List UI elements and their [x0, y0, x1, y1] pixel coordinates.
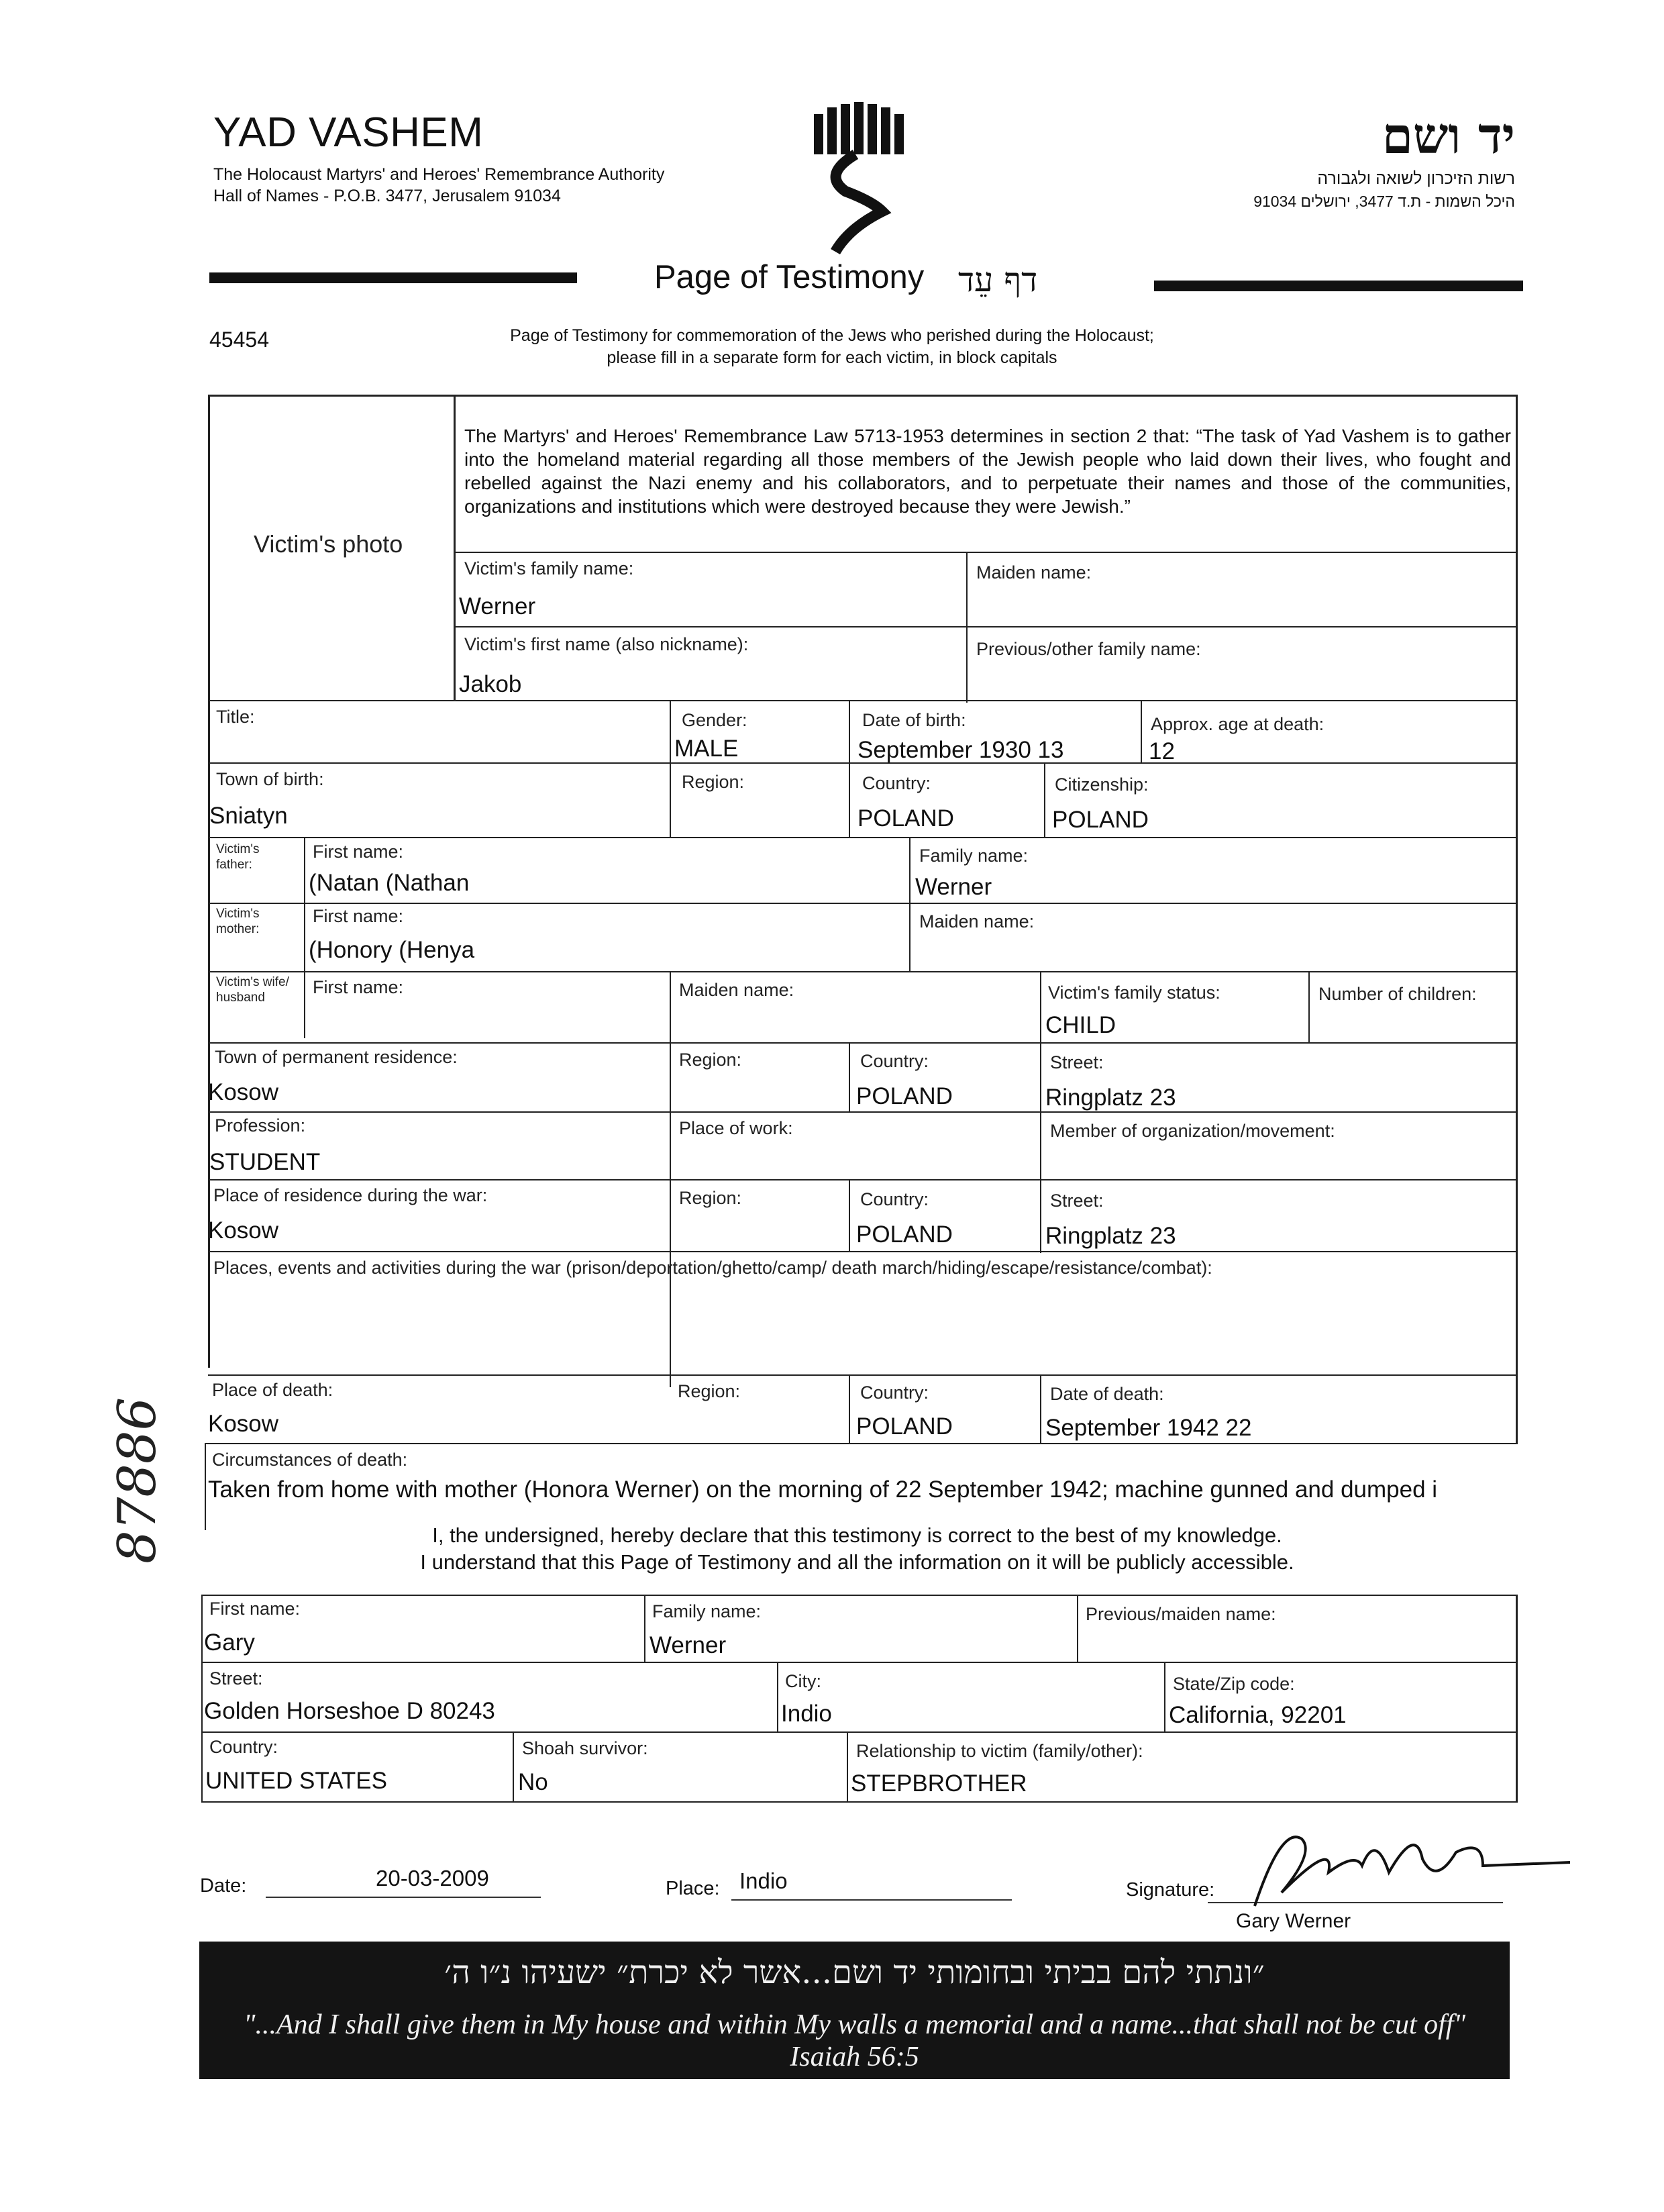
date-label: Date: [200, 1875, 247, 1897]
sub-state-value: California, 92201 [1169, 1702, 1347, 1728]
war-region-label: Region: [679, 1188, 742, 1208]
father-family-value: Werner [915, 874, 992, 900]
birth-country-value: POLAND [857, 805, 954, 832]
death-country-label: Country: [860, 1382, 929, 1403]
family-status-label: Victim's family status: [1048, 983, 1220, 1003]
relation-value: STEPBROTHER [851, 1770, 1027, 1797]
title-label: Title: [216, 707, 255, 727]
maiden-name-label: Maiden name: [976, 562, 1092, 583]
place-value: Indio [739, 1868, 788, 1893]
place-death-label: Place of death: [212, 1380, 333, 1400]
intro-line-1: Page of Testimony for commemoration of the Jews who perished during the Holocaust; [510, 326, 1154, 345]
gender-value: MALE [674, 736, 739, 762]
perm-street-value: Ringplatz 23 [1045, 1085, 1176, 1111]
org-address: Hall of Names - P.O.B. 3477, Jerusalem 91034 [213, 187, 561, 205]
gender-label: Gender: [682, 710, 747, 730]
sub-city-label: City: [785, 1671, 821, 1691]
page-title: Page of Testimony [654, 259, 925, 295]
intro-line-2: please fill in a separate form for each victim, in block capitals [607, 348, 1057, 367]
signature-icon [1201, 1812, 1577, 1919]
war-town-value: Kosow [208, 1217, 279, 1244]
spouse-tag: Victim's wife/ husband [216, 975, 289, 1005]
declaration [201, 1522, 1513, 1576]
sub-prev-label: Previous/maiden name: [1086, 1604, 1276, 1624]
father-first-value: (Natan (Nathan [309, 870, 470, 896]
citizenship-value: POLAND [1052, 807, 1149, 833]
places-label: Places, events and activities during the war (prison/deportation/ghetto/camp/ death march/hiding/escape/resistance/combat): [213, 1258, 1212, 1278]
first-name-label: Victim's first name (also nickname): [464, 634, 749, 654]
death-region-label: Region: [678, 1381, 741, 1401]
profession-label: Profession: [215, 1115, 306, 1136]
father-tag: Victim's father: [216, 842, 260, 872]
spouse-maiden-label: Maiden name: [679, 980, 794, 1000]
mother-tag: Victim's mother: [216, 907, 260, 936]
heb-address: היכל השמות - ת.ד 3477, ירושלים 91034 [1253, 193, 1515, 210]
father-first-label: First name: [313, 842, 404, 862]
sub-country-value: UNITED STATES [205, 1768, 387, 1794]
birth-region-label: Region: [682, 772, 745, 792]
survivor-value: No [518, 1769, 548, 1795]
perm-res-label: Town of permanent residence: [215, 1047, 458, 1067]
victim-photo-label: Victim's photo [254, 530, 403, 558]
perm-town-value: Kosow [208, 1079, 279, 1105]
banner-hebrew: ״ונתתי להם בביתי ובחומותי יד ושם...אשר לא יכרת״ ישעיהו נ״ו ה׳ [444, 1954, 1265, 1991]
mother-maiden-label: Maiden name: [919, 911, 1035, 932]
death-country-value: POLAND [856, 1413, 953, 1440]
survivor-label: Shoah survivor: [522, 1738, 648, 1758]
banner-english: "...And I shall give them in My house and within My walls a memorial and a name...that shall not be cut off" Isaiah 56:5 [243, 2009, 1466, 2072]
title-rule-left [209, 272, 577, 283]
sub-street-value: Golden Horseshoe D 80243 [204, 1698, 495, 1724]
declaration-line-1: I, the undersigned, hereby declare that this testimony is correct to the best of my knowledge. [432, 1523, 1282, 1547]
work-label: Place of work: [679, 1118, 793, 1138]
signature-name: Gary Werner [1236, 1910, 1351, 1932]
form-number: 45454 [209, 328, 269, 352]
date-value: 20-03-2009 [376, 1866, 489, 1891]
first-name-value: Jakob [459, 671, 522, 697]
father-family-label: Family name: [919, 846, 1029, 866]
mother-first-label: First name: [313, 906, 404, 926]
age-value: 12 [1149, 738, 1175, 764]
spouse-first-label: First name: [313, 977, 404, 997]
town-birth-value: Sniatyn [209, 803, 288, 829]
town-birth-label: Town of birth: [216, 769, 324, 789]
sub-country-label: Country: [209, 1737, 278, 1757]
handwritten-number: 87886 [107, 1397, 168, 1564]
place-death-value: Kosow [208, 1411, 279, 1437]
war-street-value: Ringplatz 23 [1045, 1223, 1176, 1249]
sub-family-label: Family name: [652, 1601, 762, 1621]
family-name-label: Victim's family name: [464, 558, 634, 579]
war-res-label: Place of residence during the war: [213, 1185, 488, 1205]
birth-country-label: Country: [862, 773, 931, 793]
sub-street-label: Street: [209, 1668, 263, 1689]
age-label: Approx. age at death: [1151, 714, 1324, 734]
title-rule-right [1154, 281, 1523, 291]
date-death-label: Date of death: [1050, 1384, 1164, 1404]
war-country-value: POLAND [856, 1221, 953, 1248]
dob-value: September 1930 13 [857, 737, 1064, 763]
org-name: YAD VASHEM [213, 109, 484, 156]
date-underline [266, 1897, 541, 1898]
family-status-value: CHILD [1045, 1012, 1116, 1038]
date-death-value: September 1942 22 [1045, 1415, 1252, 1441]
perm-street-label: Street: [1050, 1052, 1104, 1072]
quote-banner [199, 1942, 1510, 2079]
circ-label: Circumstances of death: [212, 1450, 408, 1470]
relation-label: Relationship to victim (family/other): [856, 1741, 1143, 1761]
law-text: The Martyrs' and Heroes' Remembrance Law 5713-1953 determines in section 2 that: “The task of Yad Vashem is to gather into the homeland material regarding all those members of the Jewish people who laid down their lives, who fought and rebelled against the Nazi enemy and his collaborators, and to perpetuate their names and those of the communities, organizations and institutions which were destroyed because they were Jewish.” [464, 425, 1511, 517]
place-label: Place: [666, 1878, 720, 1899]
citizenship-label: Citizenship: [1055, 774, 1149, 795]
sub-state-label: State/Zip code: [1173, 1674, 1295, 1694]
circ-value: Taken from home with mother (Honora Werner) on the morning of 22 September 1942; machine gunned and dumped i [208, 1476, 1438, 1503]
family-name-value: Werner [459, 593, 536, 619]
perm-country-value: POLAND [856, 1083, 953, 1109]
prev-family-name-label: Previous/other family name: [976, 639, 1201, 659]
yad-vashem-logo-icon [809, 101, 909, 255]
signature-label: Signature: [1126, 1879, 1215, 1901]
dob-label: Date of birth: [862, 710, 966, 730]
perm-region-label: Region: [679, 1050, 742, 1070]
sub-first-value: Gary [204, 1629, 255, 1656]
mother-first-value: (Honory (Henya [309, 937, 475, 963]
declaration-line-2: I understand that this Page of Testimony and all the information on it will be publicly accessible. [420, 1550, 1294, 1574]
intro-text [463, 325, 1201, 369]
profession-value: STUDENT [209, 1149, 321, 1175]
sub-first-label: First name: [209, 1599, 301, 1619]
sub-city-value: Indio [781, 1701, 832, 1727]
place-underline [731, 1899, 1012, 1901]
war-street-label: Street: [1050, 1191, 1104, 1211]
perm-country-label: Country: [860, 1051, 929, 1071]
heb-authority: רשות הזיכרון לשואה ולגבורה [1317, 169, 1515, 188]
org-authority: The Holocaust Martyrs' and Heroes' Remembrance Authority [213, 165, 665, 184]
war-country-label: Country: [860, 1189, 929, 1209]
heb-org-name: יד ושם [1382, 107, 1515, 165]
member-label: Member of organization/movement: [1050, 1121, 1335, 1141]
sub-family-value: Werner [649, 1632, 727, 1658]
page-title-heb: דף עֵד [958, 260, 1038, 299]
children-label: Number of children: [1318, 984, 1477, 1004]
